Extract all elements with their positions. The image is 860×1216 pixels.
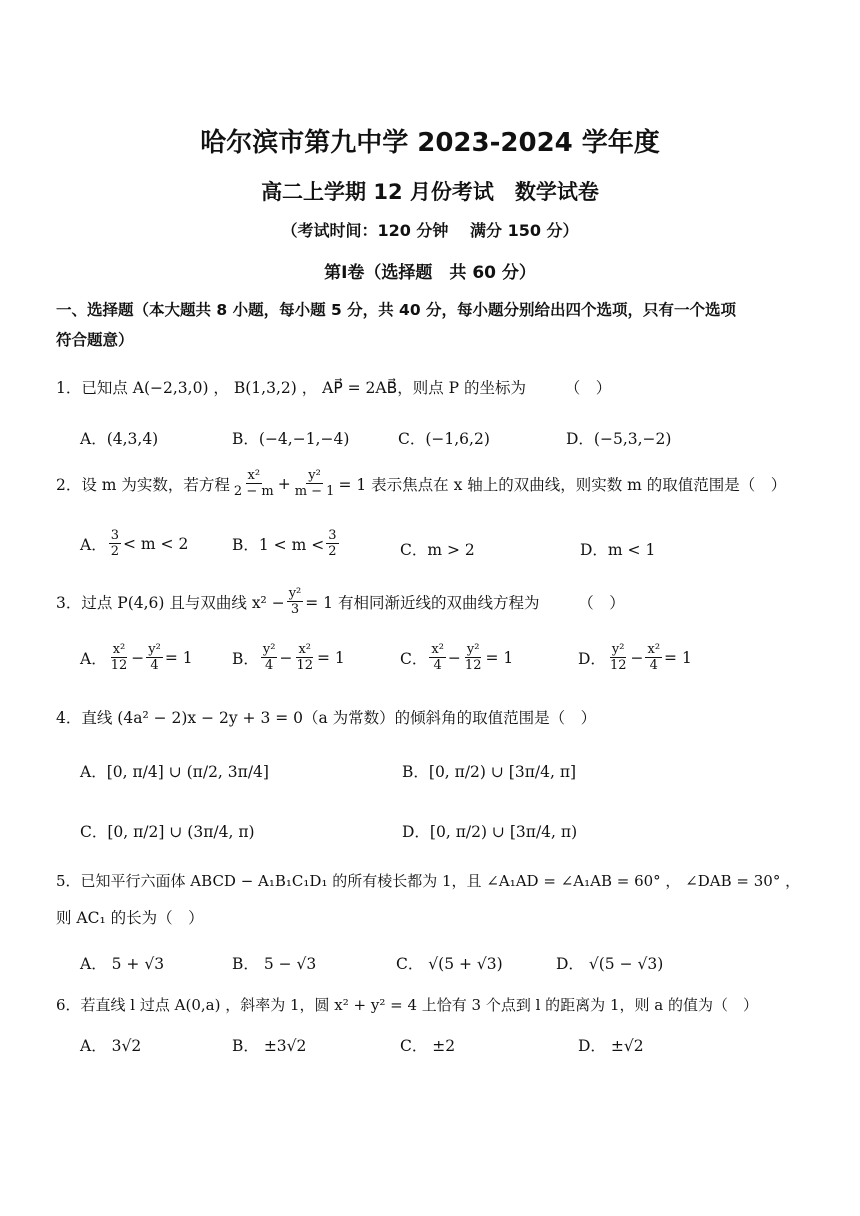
q2-plus: +	[277, 474, 291, 493]
q3-d-frac2	[645, 642, 662, 673]
q1-option-c: C．(−1,6,2)	[398, 430, 490, 448]
school-title: 哈尔滨市第九中学 2023-2024 学年度	[200, 128, 660, 158]
volume-title: 第Ⅰ卷（选择题 共 60 分）	[324, 263, 536, 283]
q3-stem-pre: 3．过点 P(4,6) 且与双曲线 x² −	[56, 593, 285, 612]
q3-a-pre: A．	[80, 649, 107, 668]
num: y²	[466, 642, 480, 657]
q5-stem-line2: 则 AC₁ 的长为（ ）	[56, 909, 204, 927]
q2-fraction-2	[293, 468, 337, 499]
q4-option-a: A．[0, π/4] ∪ (π/2, 3π/4]	[80, 763, 269, 781]
q1-option-d: D．(−5,3,−2)	[566, 430, 672, 448]
q3-option-d	[578, 642, 692, 673]
q2-a-pre: A．	[80, 535, 107, 554]
q3-f-den: 3	[290, 602, 300, 617]
q3-b-frac1	[261, 642, 278, 673]
q3-stem-post: = 1 有相同渐近线的双曲线方程为 （ ）	[305, 593, 625, 612]
q3-frac	[287, 586, 304, 617]
num: x²	[431, 642, 444, 657]
q2-option-d: D．m < 1	[580, 541, 656, 559]
q3-f-num: y²	[288, 586, 302, 601]
num: y²	[611, 642, 625, 657]
q6-option-d: D． ±√2	[578, 1037, 644, 1055]
q2-a-frac	[109, 528, 121, 559]
q1-stem: 1．已知点 A(−2,3,0) ， B(1,3,2) ， AP⃗ = 2AB⃗，则点 P 的坐标为 （ ）	[56, 379, 612, 397]
q2-f2-num: y²	[308, 468, 321, 483]
minus: −	[447, 648, 461, 667]
q2-b-den: 2	[328, 544, 337, 559]
q6-option-a: A． 3√2	[80, 1037, 142, 1055]
q4-option-c: C．[0, π/2] ∪ (3π/4, π)	[80, 823, 255, 841]
minus: −	[279, 648, 293, 667]
q3-a-frac2	[146, 642, 163, 673]
q3-c-frac1	[429, 642, 446, 673]
section-heading-line1: 一、选择题（本大题共 8 小题，每小题 5 分，共 40 分，每小题分别给出四个选项，只有一个选项	[56, 301, 737, 319]
num: y²	[148, 642, 161, 657]
equals-one: = 1	[164, 648, 193, 667]
q2-a-num: 3	[110, 528, 119, 543]
q3-d-pre: D．	[578, 649, 606, 668]
num: y²	[262, 642, 276, 657]
q3-c-pre: C．	[400, 649, 428, 668]
q2-option-c: C．m > 2	[400, 541, 475, 559]
equals-one: = 1	[485, 648, 514, 667]
num: x²	[298, 642, 311, 657]
q2-b-pre: B．1 < m <	[232, 535, 325, 554]
q2-stem-post: = 1 表示焦点在 x 轴上的双曲线，则实数 m 的取值范围是（ ）	[338, 475, 787, 494]
q5-option-a: A． 5 + √3	[80, 955, 165, 973]
q2-a-post: < m < 2	[122, 534, 189, 553]
q2-f1-num: x²	[247, 468, 261, 483]
q6-option-c: C． ±2	[400, 1037, 456, 1055]
q6-option-b: B． ±3√2	[232, 1037, 307, 1055]
q3-stem	[56, 586, 625, 617]
q3-a-frac1	[109, 642, 130, 673]
den: 12	[296, 658, 313, 673]
q3-c-frac2	[463, 642, 484, 673]
q5-option-d: D． √(5 − √3)	[556, 955, 664, 973]
den: 12	[609, 658, 627, 673]
q2-stem	[56, 468, 786, 499]
den: 12	[464, 658, 482, 673]
q3-option-a	[80, 642, 193, 673]
q1-option-b: B．(−4,−1,−4)	[232, 430, 350, 448]
den: 12	[110, 658, 128, 673]
den: 4	[150, 658, 159, 673]
num: x²	[647, 642, 661, 657]
exam-info: （考试时间：120 分钟 满分 150 分）	[281, 221, 579, 240]
den: 4	[265, 658, 274, 673]
q2-option-b	[232, 528, 341, 559]
q4-stem: 4．直线 (4a² − 2)x − 2y + 3 = 0（a 为常数）的倾斜角的取值范围是（ ）	[56, 709, 597, 727]
q2-fraction-1	[232, 468, 276, 499]
q2-b-frac	[326, 528, 338, 559]
q2-stem-pre: 2．设 m 为实数，若方程	[56, 475, 230, 494]
q3-d-frac1	[608, 642, 629, 673]
equals-one: = 1	[317, 648, 345, 667]
q4-option-b: B．[0, π/2) ∪ [3π/4, π]	[402, 763, 577, 781]
num: x²	[112, 642, 126, 657]
den: 4	[433, 658, 442, 673]
q2-option-a	[80, 528, 188, 559]
q3-option-c	[400, 642, 513, 673]
q4-option-d: D．[0, π/2) ∪ [3π/4, π)	[402, 823, 578, 841]
q5-option-b: B． 5 − √3	[232, 955, 317, 973]
q6-stem: 6．若直线 l 过点 A(0,a) ，斜率为 1，圆 x² + y² = 4 上恰有 3 个点到 l 的距离为 1，则 a 的值为（ ）	[56, 996, 758, 1014]
q3-option-b	[232, 642, 345, 673]
q2-f2-den: m − 1	[294, 484, 335, 499]
q2-a-den: 2	[110, 544, 119, 559]
exam-title: 高二上学期 12 月份考试 数学试卷	[261, 180, 599, 204]
q2-f1-den: 2 − m	[233, 484, 274, 499]
q5-option-c: C． √(5 + √3)	[396, 955, 503, 973]
q2-b-num: 3	[328, 528, 337, 543]
q5-stem-line1: 5．已知平行六面体 ABCD − A₁B₁C₁D₁ 的所有棱长都为 1，且 ∠A₁AD = ∠A₁AB = 60° ， ∠DAB = 30° ，	[56, 872, 801, 890]
section-heading-line2: 符合题意）	[56, 331, 134, 349]
q1-option-a: A．(4,3,4)	[80, 430, 159, 448]
minus: −	[131, 648, 145, 667]
equals-one: = 1	[664, 648, 692, 667]
minus: −	[630, 648, 644, 667]
den: 4	[649, 658, 658, 673]
q3-b-frac2	[294, 642, 315, 673]
q3-b-pre: B．	[232, 649, 259, 668]
